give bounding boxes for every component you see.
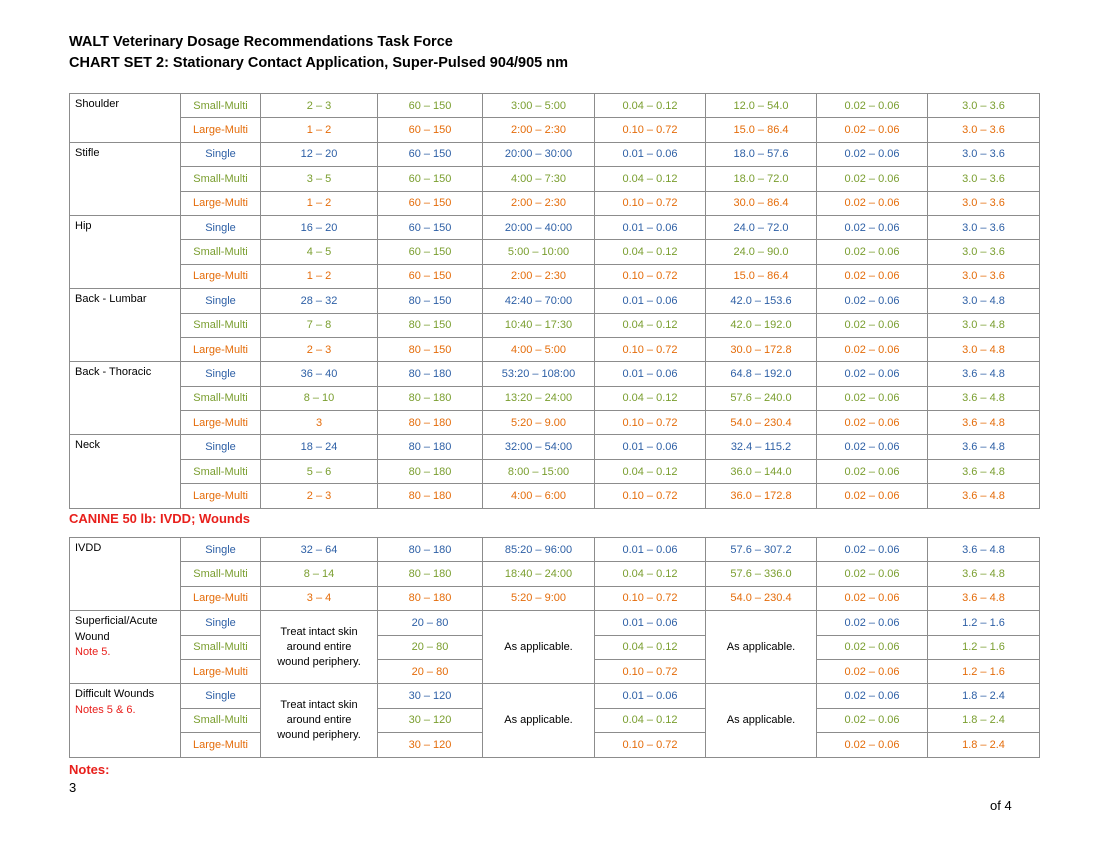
dose-value: 0.02 – 0.06 (817, 386, 928, 410)
dose-value: 42.0 – 153.6 (706, 289, 817, 313)
table-row (70, 118, 1040, 142)
dose-value: 4:00 – 5:00 (483, 337, 595, 361)
dose-value: 0.02 – 0.06 (817, 289, 928, 313)
dose-value: 3.6 – 4.8 (928, 362, 1040, 386)
probe-type: Single (181, 684, 261, 708)
dose-value: 0.10 – 0.72 (595, 264, 706, 288)
dose-value: 18:40 – 24:00 (483, 562, 595, 586)
dose-value: 0.02 – 0.06 (817, 215, 928, 239)
dose-value: 20 – 80 (378, 659, 483, 683)
dose-value: 30 – 120 (378, 708, 483, 732)
dose-value: 5:00 – 10:00 (483, 240, 595, 264)
dose-value: 32.4 – 115.2 (706, 435, 817, 459)
dose-value: 80 – 180 (378, 586, 483, 610)
dose-value: 60 – 150 (378, 94, 483, 118)
dose-value: 60 – 150 (378, 191, 483, 215)
treatment-instructions (261, 611, 378, 684)
dose-value: 3.6 – 4.8 (928, 484, 1040, 508)
dose-value: 0.02 – 0.06 (817, 659, 928, 683)
dose-value: 42:40 – 70:00 (483, 289, 595, 313)
dose-value: 3.0 – 3.6 (928, 191, 1040, 215)
table-row (70, 386, 1040, 410)
dose-value: 32 – 64 (261, 538, 378, 562)
probe-type: Large-Multi (181, 264, 261, 288)
dose-value: 0.01 – 0.06 (595, 142, 706, 166)
probe-type: Small-Multi (181, 313, 261, 337)
table-row (70, 337, 1040, 361)
page-number: 3 (69, 780, 77, 795)
probe-type: Large-Multi (181, 118, 261, 142)
document-header (69, 32, 568, 74)
dose-value: 5 – 6 (261, 459, 378, 483)
area-label: Neck (70, 435, 181, 508)
dose-value: 0.01 – 0.06 (595, 684, 706, 708)
dose-value: 0.02 – 0.06 (817, 733, 928, 757)
probe-type: Small-Multi (181, 240, 261, 264)
dose-value: 4 – 5 (261, 240, 378, 264)
dose-value: 5:20 – 9.00 (483, 411, 595, 435)
dose-value: 36.0 – 172.8 (706, 484, 817, 508)
dose-value: 0.02 – 0.06 (817, 240, 928, 264)
dose-value: 1.2 – 1.6 (928, 611, 1040, 635)
dose-value: 0.02 – 0.06 (817, 435, 928, 459)
dose-value: 64.8 – 192.0 (706, 362, 817, 386)
area-label-line: Superficial/Acute (75, 615, 158, 628)
dose-value: 16 – 20 (261, 215, 378, 239)
dose-value: 0.01 – 0.06 (595, 362, 706, 386)
dose-value: 0.10 – 0.72 (595, 659, 706, 683)
table-row (70, 586, 1040, 610)
dose-value: 80 – 180 (378, 386, 483, 410)
dose-value: 0.02 – 0.06 (817, 586, 928, 610)
dose-value: 5:20 – 9:00 (483, 586, 595, 610)
dose-value: 36.0 – 144.0 (706, 459, 817, 483)
dose-value: 1 – 2 (261, 118, 378, 142)
dose-value: 3.6 – 4.8 (928, 459, 1040, 483)
dose-value: 0.04 – 0.12 (595, 240, 706, 264)
probe-type: Small-Multi (181, 635, 261, 659)
area-label-line: Wound (75, 630, 110, 643)
probe-type: Small-Multi (181, 459, 261, 483)
table-row (70, 562, 1040, 586)
note-reference: Notes 5 & 6. (75, 703, 136, 716)
dose-value: 60 – 150 (378, 215, 483, 239)
dose-value: 3.0 – 4.8 (928, 313, 1040, 337)
dose-value: 0.04 – 0.12 (595, 386, 706, 410)
dose-value: 0.02 – 0.06 (817, 313, 928, 337)
table-row (70, 142, 1040, 166)
probe-type: Large-Multi (181, 484, 261, 508)
dose-value: 3.6 – 4.8 (928, 411, 1040, 435)
dose-value: 0.02 – 0.06 (817, 538, 928, 562)
dosage-table-joints (69, 93, 1040, 509)
dose-value: 1.2 – 1.6 (928, 659, 1040, 683)
table-row (70, 94, 1040, 118)
dose-value: 0.02 – 0.06 (817, 411, 928, 435)
probe-type: Large-Multi (181, 411, 261, 435)
dose-value: 80 – 180 (378, 484, 483, 508)
probe-type: Small-Multi (181, 167, 261, 191)
dose-value: 60 – 150 (378, 264, 483, 288)
dose-value: 24.0 – 72.0 (706, 215, 817, 239)
dose-value: 20:00 – 30:00 (483, 142, 595, 166)
dose-value: 60 – 150 (378, 142, 483, 166)
table-row (70, 684, 1040, 708)
dose-value: 0.04 – 0.12 (595, 313, 706, 337)
dose-value: 3.0 – 3.6 (928, 142, 1040, 166)
dose-value: 2 – 3 (261, 484, 378, 508)
document-title: WALT Veterinary Dosage Recommendations Task Force (69, 34, 453, 50)
treatment-instructions (261, 684, 378, 757)
table-row (70, 191, 1040, 215)
dose-value: 0.02 – 0.06 (817, 684, 928, 708)
dose-value: 53:20 – 108:00 (483, 362, 595, 386)
table-row (70, 362, 1040, 386)
dose-value: 3.0 – 3.6 (928, 118, 1040, 142)
dose-value: 1.8 – 2.4 (928, 708, 1040, 732)
dose-value: 54.0 – 230.4 (706, 411, 817, 435)
table-row (70, 435, 1040, 459)
probe-type: Small-Multi (181, 386, 261, 410)
dose-value: 0.01 – 0.06 (595, 435, 706, 459)
dose-value: 0.02 – 0.06 (817, 362, 928, 386)
dose-value: 80 – 180 (378, 538, 483, 562)
probe-type: Large-Multi (181, 733, 261, 757)
area-label: Back - Lumbar (70, 289, 181, 362)
dose-value: 8:00 – 15:00 (483, 459, 595, 483)
table-row (70, 411, 1040, 435)
notes-label: Notes: (69, 762, 110, 777)
dose-value: 15.0 – 86.4 (706, 264, 817, 288)
probe-type: Small-Multi (181, 562, 261, 586)
dose-value: 3.6 – 4.8 (928, 435, 1040, 459)
dose-value: 3.6 – 4.8 (928, 586, 1040, 610)
dose-value: 57.6 – 307.2 (706, 538, 817, 562)
probe-type: Single (181, 435, 261, 459)
dose-value: 0.10 – 0.72 (595, 586, 706, 610)
area-label: Hip (70, 215, 181, 288)
page-total: of 4 (990, 798, 1012, 813)
dose-value: 0.02 – 0.06 (817, 191, 928, 215)
as-applicable-cell: As applicable. (483, 684, 595, 757)
dose-value: 4:00 – 6:00 (483, 484, 595, 508)
treatment-instructions-line: wound periphery. (277, 728, 361, 741)
dose-value: 28 – 32 (261, 289, 378, 313)
dose-value: 2 – 3 (261, 94, 378, 118)
dose-value: 80 – 150 (378, 337, 483, 361)
table-row (70, 484, 1040, 508)
table-row (70, 264, 1040, 288)
dose-value: 0.02 – 0.06 (817, 264, 928, 288)
dose-value: 3.0 – 3.6 (928, 167, 1040, 191)
dose-value: 0.02 – 0.06 (817, 459, 928, 483)
dose-value: 3.0 – 3.6 (928, 215, 1040, 239)
dose-value: 0.02 – 0.06 (817, 635, 928, 659)
dose-value: 32:00 – 54:00 (483, 435, 595, 459)
dose-value: 30 – 120 (378, 733, 483, 757)
dose-value: 0.01 – 0.06 (595, 289, 706, 313)
dose-value: 12 – 20 (261, 142, 378, 166)
dose-value: 4:00 – 7:30 (483, 167, 595, 191)
area-label: IVDD (70, 538, 181, 611)
dose-value: 0.04 – 0.12 (595, 635, 706, 659)
as-applicable-cell: As applicable. (483, 611, 595, 684)
table-row (70, 313, 1040, 337)
area-label (70, 684, 181, 757)
dose-value: 80 – 180 (378, 435, 483, 459)
dose-value: 3.0 – 3.6 (928, 264, 1040, 288)
probe-type: Large-Multi (181, 337, 261, 361)
dose-value: 80 – 180 (378, 411, 483, 435)
dose-value: 3.0 – 3.6 (928, 94, 1040, 118)
dose-value: 0.04 – 0.12 (595, 459, 706, 483)
note-reference: Note 5. (75, 646, 111, 659)
probe-type: Small-Multi (181, 708, 261, 732)
dose-value: 57.6 – 336.0 (706, 562, 817, 586)
dose-value: 3.0 – 3.6 (928, 240, 1040, 264)
dose-value: 10:40 – 17:30 (483, 313, 595, 337)
dose-value: 0.01 – 0.06 (595, 538, 706, 562)
dose-value: 20 – 80 (378, 635, 483, 659)
dose-value: 0.02 – 0.06 (817, 484, 928, 508)
dosage-table-ivdd-wounds (69, 537, 1040, 758)
dose-value: 1 – 2 (261, 264, 378, 288)
dose-value: 57.6 – 240.0 (706, 386, 817, 410)
dose-value: 1 – 2 (261, 191, 378, 215)
dose-value: 0.01 – 0.06 (595, 611, 706, 635)
dose-value: 13:20 – 24:00 (483, 386, 595, 410)
dose-value: 8 – 10 (261, 386, 378, 410)
chart-set-title: CHART SET 2: Stationary Contact Application, Super-Pulsed 904/905 nm (69, 55, 569, 71)
dose-value: 54.0 – 230.4 (706, 586, 817, 610)
dose-value: 3 – 4 (261, 586, 378, 610)
dose-value: 30.0 – 86.4 (706, 191, 817, 215)
dose-value: 80 – 180 (378, 459, 483, 483)
dose-value: 0.02 – 0.06 (817, 562, 928, 586)
probe-type: Single (181, 142, 261, 166)
dose-value: 0.04 – 0.12 (595, 94, 706, 118)
dose-value: 3.0 – 4.8 (928, 289, 1040, 313)
dose-value: 0.10 – 0.72 (595, 733, 706, 757)
table-row (70, 289, 1040, 313)
treatment-instructions-line: Treat intact skin (280, 625, 358, 638)
dose-value: 0.02 – 0.06 (817, 167, 928, 191)
dose-value: 1.8 – 2.4 (928, 733, 1040, 757)
dose-value: 1.8 – 2.4 (928, 684, 1040, 708)
treatment-instructions-line: around entire (286, 640, 352, 653)
dose-value: 42.0 – 192.0 (706, 313, 817, 337)
dose-value: 0.10 – 0.72 (595, 484, 706, 508)
dose-value: 3.6 – 4.8 (928, 562, 1040, 586)
dose-value: 0.10 – 0.72 (595, 191, 706, 215)
table-row (70, 459, 1040, 483)
dose-value: 20 – 80 (378, 611, 483, 635)
treatment-instructions-line: around entire (286, 713, 352, 726)
dose-value: 24.0 – 90.0 (706, 240, 817, 264)
dose-value: 80 – 180 (378, 362, 483, 386)
dose-value: 80 – 150 (378, 289, 483, 313)
area-label-line: Difficult Wounds (75, 688, 155, 701)
dose-value: 0.04 – 0.12 (595, 708, 706, 732)
dose-value: 8 – 14 (261, 562, 378, 586)
dose-value: 85:20 – 96:00 (483, 538, 595, 562)
dose-value: 60 – 150 (378, 240, 483, 264)
table-row (70, 215, 1040, 239)
dose-value: 3.6 – 4.8 (928, 538, 1040, 562)
as-applicable-cell: As applicable. (706, 684, 817, 757)
dose-value: 0.10 – 0.72 (595, 411, 706, 435)
section-title-ivdd-wounds: CANINE 50 lb: IVDD; Wounds (69, 511, 251, 526)
dose-value: 30.0 – 172.8 (706, 337, 817, 361)
treatment-instructions-line: Treat intact skin (280, 698, 358, 711)
dose-value: 15.0 – 86.4 (706, 118, 817, 142)
dose-value: 18 – 24 (261, 435, 378, 459)
dose-value: 2 – 3 (261, 337, 378, 361)
area-label: Stifle (70, 142, 181, 215)
dose-value: 80 – 150 (378, 313, 483, 337)
dose-value: 3:00 – 5:00 (483, 94, 595, 118)
dose-value: 2:00 – 2:30 (483, 118, 595, 142)
dose-value: 0.02 – 0.06 (817, 94, 928, 118)
dose-value: 3.6 – 4.8 (928, 386, 1040, 410)
dose-value: 18.0 – 57.6 (706, 142, 817, 166)
table-row (70, 240, 1040, 264)
dose-value: 80 – 180 (378, 562, 483, 586)
dose-value: 0.02 – 0.06 (817, 611, 928, 635)
probe-type: Small-Multi (181, 94, 261, 118)
probe-type: Large-Multi (181, 191, 261, 215)
dose-value: 0.02 – 0.06 (817, 118, 928, 142)
dose-value: 0.04 – 0.12 (595, 562, 706, 586)
dose-value: 2:00 – 2:30 (483, 264, 595, 288)
probe-type: Single (181, 289, 261, 313)
table-row (70, 538, 1040, 562)
dose-value: 0.10 – 0.72 (595, 337, 706, 361)
probe-type: Large-Multi (181, 659, 261, 683)
dose-value: 0.02 – 0.06 (817, 337, 928, 361)
dose-value: 0.04 – 0.12 (595, 167, 706, 191)
dose-value: 36 – 40 (261, 362, 378, 386)
dose-value: 3 – 5 (261, 167, 378, 191)
area-label: Shoulder (70, 94, 181, 143)
probe-type: Single (181, 538, 261, 562)
dose-value: 3.0 – 4.8 (928, 337, 1040, 361)
dose-value: 0.01 – 0.06 (595, 215, 706, 239)
dose-value: 2:00 – 2:30 (483, 191, 595, 215)
treatment-instructions-line: wound periphery. (277, 655, 361, 668)
probe-type: Single (181, 362, 261, 386)
probe-type: Single (181, 611, 261, 635)
as-applicable-cell: As applicable. (706, 611, 817, 684)
dose-value: 30 – 120 (378, 684, 483, 708)
probe-type: Large-Multi (181, 586, 261, 610)
dose-value: 60 – 150 (378, 167, 483, 191)
dose-value: 3 (261, 411, 378, 435)
dose-value: 0.02 – 0.06 (817, 142, 928, 166)
area-label (70, 611, 181, 684)
dose-value: 12.0 – 54.0 (706, 94, 817, 118)
table-row (70, 167, 1040, 191)
dose-value: 20:00 – 40:00 (483, 215, 595, 239)
dose-value: 0.10 – 0.72 (595, 118, 706, 142)
dose-value: 1.2 – 1.6 (928, 635, 1040, 659)
dose-value: 18.0 – 72.0 (706, 167, 817, 191)
dose-value: 0.02 – 0.06 (817, 708, 928, 732)
probe-type: Single (181, 215, 261, 239)
dose-value: 7 – 8 (261, 313, 378, 337)
table-row (70, 611, 1040, 635)
area-label: Back - Thoracic (70, 362, 181, 435)
dose-value: 60 – 150 (378, 118, 483, 142)
